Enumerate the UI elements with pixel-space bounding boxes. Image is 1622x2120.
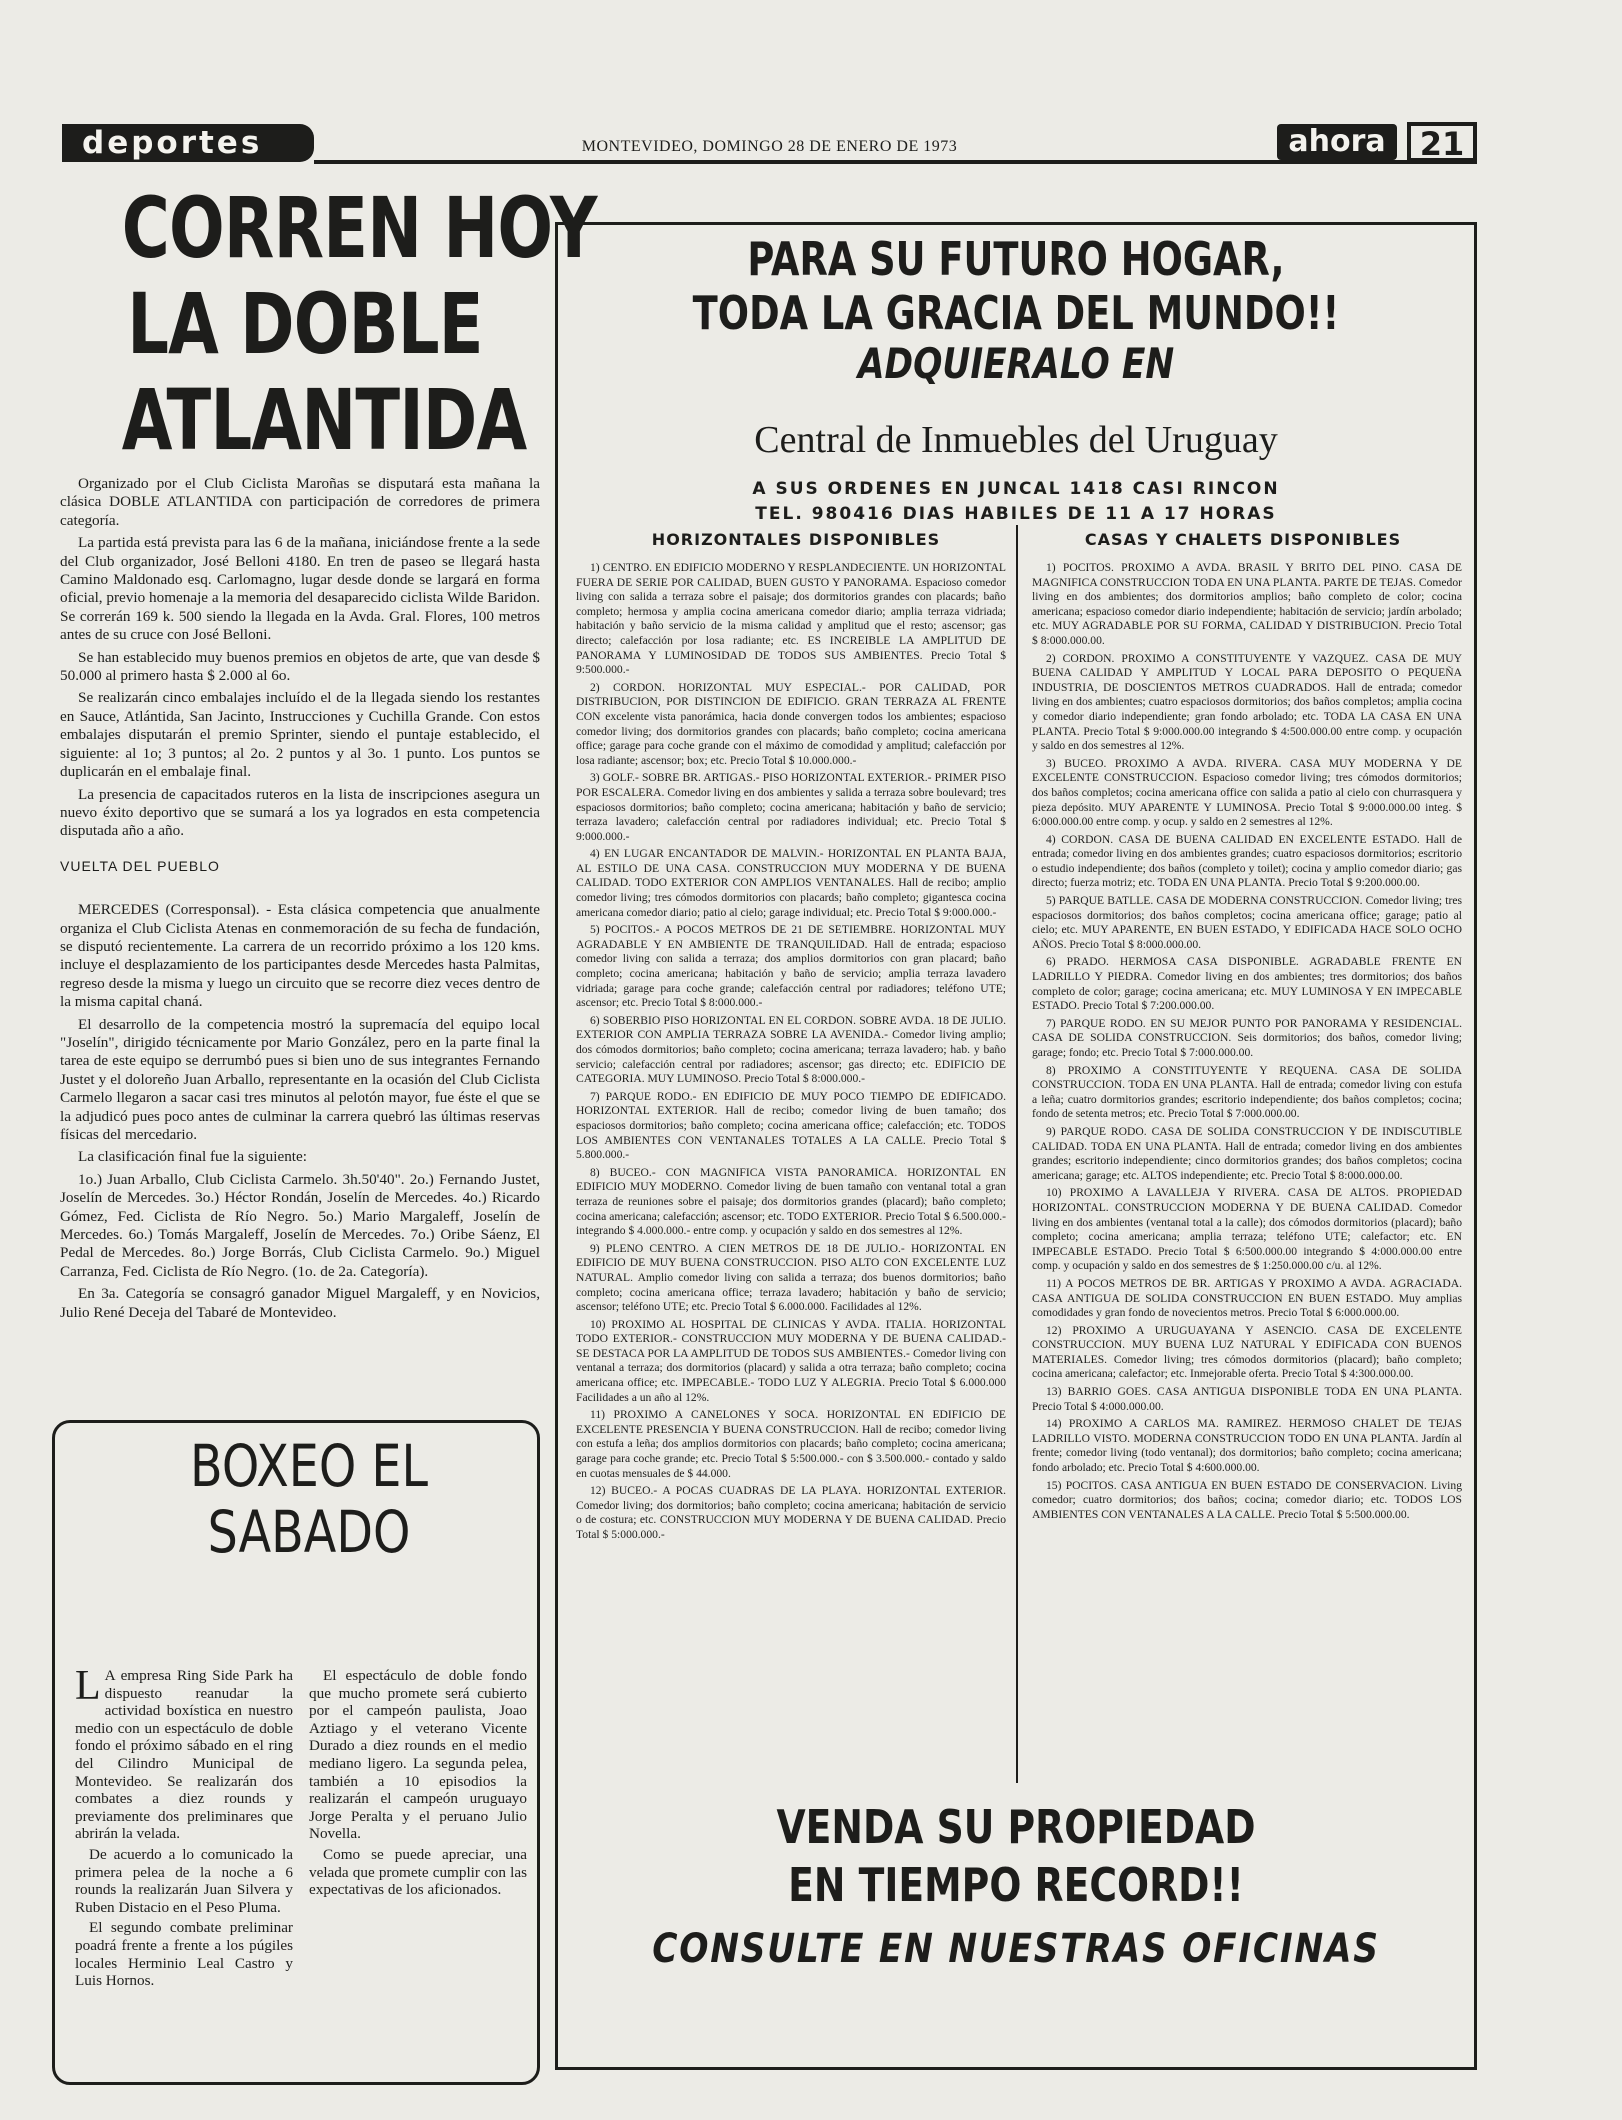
page-header — [62, 120, 1477, 168]
listing-item: 2) CORDON. HORIZONTAL MUY ESPECIAL.- POR CALIDAD, POR DISTRIBUCION, POR DISTINCION DE EDIFICIO. GRAN TERRAZA AL FRENTE CON excelente vista panorámica, hacia donde convergen todos los ambientes; espacioso comedor living; dos dormitorios grandes con placards; baño completo; cocina americana office; garage para coche grande con el máximo de comodidad y amplitud; calefacción por losa radiante; ascensor; box; etc. Precio Total $ 10.000.000.- — [576, 680, 1006, 767]
listing-item: 15) POCITOS. CASA ANTIGUA EN BUEN ESTADO DE CONSERVACION. Living comedor; cuatro dormitorios; dos baños; cocina; comedor diario; etc. TODOS LOS AMBIENTES CON VENTANALES A LA CALLE. Precio Total $ 5:500.000.00. — [1032, 1478, 1462, 1521]
real-estate-ad — [555, 222, 1477, 2070]
ad-footer-headline: VENDA SU PROPIEDAD — [776, 1800, 1256, 1854]
headline-line: ATLANTIDA — [121, 371, 527, 469]
boxeo-headline — [150, 1433, 468, 1565]
ad-address: A SUS ORDENES EN JUNCAL 1418 CASI RINCON — [752, 479, 1280, 499]
boxeo-column — [75, 1667, 293, 2075]
ad-phone-hours: TEL. 980416 DIAS HABILES DE 11 A 17 HORAS — [755, 504, 1277, 524]
headline-line: BOXEO EL — [190, 1432, 428, 1500]
boxeo-column — [309, 1667, 527, 2075]
ad-headline: PARA SU FUTURO HOGAR, — [747, 232, 1285, 286]
drop-cap: L — [75, 1667, 101, 1709]
boxeo-body — [75, 1667, 527, 2075]
story-paragraph: La clasificación final fue la siguiente: — [78, 1148, 307, 1166]
lead-headline — [121, 179, 597, 469]
listing-item: 1) CENTRO. EN EDIFICIO MODERNO Y RESPLANDECIENTE. UN HORIZONTAL FUERA DE SERIE POR CALIDAD, BUEN GUSTO Y PANORAMA. Espacioso comedor living con salida a terraza sobre el paisaje; dos dormitorios grandes con placards; baño completo; hermosa y amplia cocina americana comedor diario; amplia terraza vidriada; habitación y baño servicio de la misma calidad y amplitud que el resto; ascensor; gas directo; calefacción por losa radiante; etc. ES INCREIBLE LA AMPLITUD DE PANORAMA Y LUMINOSIDAD DE TODOS SUS AMBIENTES. Precio Total $ 9:500.000.- — [576, 561, 1006, 677]
story-paragraph: La partida está prevista para las 6 de la mañana, iniciándose frente a la sede del Club organizador, José Belloni 4180. En tren de paseo se llegará hasta Camino Maldonado esq. Carlomagno, lugar desde donde se largará en forma oficial, previo homenaje a la memoria del desaparecido ciclista Wilde Baridon. Se correrán 169 k. 500 siendo la llegada en la Avda. Gral. Flores, 100 metros antes de su cruce con José Belloni. — [60, 534, 540, 644]
listing-item: 9) PLENO CENTRO. A CIEN METROS DE 18 DE JULIO.- HORIZONTAL EN EDIFICIO DE MUY BUENA CONSTRUCCION. PISO ALTO CON EXCELENTE LUZ NATURAL. Amplio comedor living con salida a terraza; dos buenos dormitorios; baño completo; cocina americana office; terraza lavadero; habitación y baño de servicio; ascensor; teléfono UTE; etc. Precio Total $ 6.000.000. Facilidades al 12%. — [576, 1241, 1006, 1314]
listing-item: 8) BUCEO.- CON MAGNIFICA VISTA PANORAMICA. HORIZONTAL EN EDIFICIO MUY MODERNO. Comedor living de buen tamaño con ventanal total a gran terraza de reuniones sobre el paisaje; dos dormitorios grandes (placard); baño completo; cocina americana; calefacción; ascensor; etc. TODO EXTERIOR. Precio Total $ 6.500.000.- integrando $ 4.000.000.- entre comp. y ocupación y saldo en dos semestres al 12%. — [576, 1165, 1006, 1238]
story-paragraph — [75, 1667, 293, 1843]
ad-subheadline: ADQUIERALO EN — [857, 339, 1175, 388]
ad-company-name: Central de Inmuebles del Uruguay — [754, 419, 1278, 461]
listing-item: 7) PARQUE RODO. EN SU MEJOR PUNTO POR PANORAMA Y RESIDENCIAL. CASA DE SOLIDA CONSTRUCCION. Seis dormitorios; dos baños, comedor living; garage; fondo; etc. Precio Total $ 7:000.000.00. — [1032, 1016, 1462, 1059]
listing-item: 5) POCITOS.- A POCOS METROS DE 21 DE SETIEMBRE. HORIZONTAL MUY AGRADABLE Y EN AMBIENTE DE TRANQUILIDAD. Hall de entrada; espacioso comedor living con salida a terraza; dos amplios dormitorios con gran placard; baño completo; cocina americana; habitación y baño de servicio; amplia terraza lavadero vidriada; garage para coche grande; calefacción central por radiadores; teléfono UTE; ascensor; etc. Precio Total $ 8:000.000.- — [576, 923, 1006, 1010]
story-paragraph: En 3a. Categoría se consagró ganador Miguel Margaleff, y en Novicios, Julio René Deceja del Tabaré de Montevideo. — [60, 1285, 540, 1321]
story-paragraph: Se han establecido muy buenos premios en objetos de arte, que van desde $ 50.000 al primero hasta $ 2.000 al 6o. — [60, 648, 540, 685]
listing-item: 11) A POCOS METROS DE BR. ARTIGAS Y PROXIMO A AVDA. AGRACIADA. CASA ANTIGUA DE SOLIDA CONSTRUCCION EN BUEN ESTADO. Muy amplias comodidades y gran fondo de novecientos metros. Precio Total $ 6:000.000.00. — [1032, 1276, 1462, 1320]
column-divider — [1016, 525, 1018, 1783]
listing-item: 14) PROXIMO A CARLOS MA. RAMIREZ. HERMOSO CHALET DE TEJAS LADRILLO VISTO. MODERNA CONSTRUCCION TODO EN UNA PLANTA. Jardín al frente; comedor living (todo ventanal); dos dormitorios; baño completo; cocina americana; fondo arbolado; etc. Precio Total $ 4:600.000.00. — [1032, 1417, 1462, 1475]
story-paragraph: La presencia de capacitados ruteros en la lista de inscripciones asegura un nuevo éxito deportivo que se sumará a los ya logrados en esta competencia disputada año a año. — [60, 785, 540, 840]
horizontales-list — [576, 561, 1006, 1791]
newspaper-logo: ahora — [1277, 124, 1397, 160]
ad-footer-headline: EN TIEMPO RECORD!! — [788, 1858, 1244, 1912]
story-subhead: VUELTA DEL PUEBLO — [60, 857, 220, 874]
ad-footer-cta: CONSULTE EN NUESTRAS OFICINAS — [652, 1926, 1380, 1972]
casas-list — [1032, 561, 1462, 1791]
listing-item: 13) BARRIO GOES. CASA ANTIGUA DISPONIBLE TODA EN UNA PLANTA. Precio Total $ 4:000.000.00. — [1032, 1385, 1462, 1413]
ad-headline: TODA LA GRACIA DEL MUNDO!! — [692, 286, 1340, 340]
listing-item: 2) CORDON. PROXIMO A CONSTITUYENTE Y VAZQUEZ. CASA DE MUY BUENA CALIDAD Y AMPLITUD Y LOCAL PARA DEPOSITO O PEQUEÑA INDUSTRIA, DE DOSCIENTOS METROS CUADRADOS. Hall de entrada; comedor living en dos ambientes; cuatro espaciosos dormitorios; dos baños completos; amplia cocina y comedor diario independiente; gran fondo arbolado; etc. TODA LA CASA EN UNA PLANTA. Precio Total $ 9:000.000.00 integrando $ 4:500.000.00 entre comp. y ocupación y saldo en dos semestres al 12%. — [1032, 651, 1462, 753]
headline-line: SABADO — [207, 1498, 411, 1566]
listing-item: 11) PROXIMO A CANELONES Y SOCA. HORIZONTAL EN EDIFICIO DE EXCELENTE PRESENCIA Y BUENA CONSTRUCCION. Hall de recibo; comedor living con estufa a leña; dos amplios dormitorios con placards; baño completo; cocina americana; garage para coche grande; etc. Precio Total $ 5:500.000.- con $ 3.500.000.- contado y saldo en cuotas mensuales de $ 44.000. — [576, 1408, 1006, 1480]
casas-heading: CASAS Y CHALETS DISPONIBLES — [1084, 530, 1402, 549]
listing-item: 5) PARQUE BATLLE. CASA DE MODERNA CONSTRUCCION. Comedor living; tres espaciosos dormitorios; dos baños completos; cocina americana office; garage; patio al cielo; etc. MUY APARENTE, EN BUEN ESTADO, Y EDIFICADA HACE SOLO OCHO AÑOS. Precio Total $ 8:000.000.00. — [1032, 894, 1462, 951]
page-number: 21 — [1407, 122, 1477, 162]
story-paragraph: Como se puede apreciar, una velada que promete cumplir con las expectativas de los aficionados. — [309, 1845, 527, 1899]
listing-item: 6) SOBERBIO PISO HORIZONTAL EN EL CORDON. SOBRE AVDA. 18 DE JULIO. EXTERIOR CON AMPLIA TERRAZA SOBRE LA AVENIDA.- Comedor living amplio; dos cómodos dormitorios; baño completo; cocina americana; terraza lavadero; hab. y baño servicio; calefacción central por radiadores; ascensor; gas directo; etc. EDIFICIO DE CATEGORIA. MUY LUMINOSO. Precio Total $ 8:000.000.- — [576, 1013, 1006, 1086]
headline-line: LA DOBLE — [127, 275, 483, 373]
story-paragraph: MERCEDES (Corresponsal). - Esta clásica competencia que anualmente organiza el Club Ciclista Atenas en conmemoración de su fecha de fundación, se disputó recientemente. La carrera de un recorrido próximo a los 120 kms. incluye el desplazamiento de los participantes desde Mercedes hasta Palmitas, regreso desde la misma y luego un circuito que se recorre diez veces dentro de la misma capital chaná. — [60, 901, 540, 1011]
listing-item: 6) PRADO. HERMOSA CASA DISPONIBLE. AGRADABLE FRENTE EN LADRILLO Y PIEDRA. Comedor living en dos ambientes; tres dormitorios; dos baños completo de color; garage; cocina americana; etc. MUY LUMINOSA Y EN IMPECABLE ESTADO. Precio Total $ 7:200.000.00. — [1032, 955, 1462, 1013]
listing-item: 4) EN LUGAR ENCANTADOR DE MALVIN.- HORIZONTAL EN PLANTA BAJA, AL ESTILO DE UNA CASA. CONSTRUCCION MUY MODERNA Y DE BUENA CALIDAD. TODO EXTERIOR CON AMPLIOS VENTANALES. Hall de recibo; amplio comedor living; tres cómodos dormitorios con placards; baño completo; gigantesca cocina americana comedor diario; patio al cielo; garage individual; etc. Precio Total $ 9:000.000.- — [576, 847, 1006, 919]
header-rule — [314, 160, 1477, 164]
story-paragraph: El espectáculo de doble fondo que mucho promete será cubierto por el campeón paulista, Joao Aztiago y el veterano Vicente Durado a diez rounds en el medio mediano ligero. La segunda pelea, también a 10 episodios la realizarán el campeón uruguayo Jorge Peralta y el peruano Julio Novella. — [309, 1667, 527, 1843]
listing-item: 10) PROXIMO A LAVALLEJA Y RIVERA. CASA DE ALTOS. PROPIEDAD HORIZONTAL. CONSTRUCCION MODERNA Y DE BUENA CALIDAD. Comedor living en dos ambientes (ventanal total a la calle); dos cómodos dormitorios (placard); baño completo; cocina americana; amplia terraza; teléfono UTE; calefactor; etc. EN IMPECABLE ESTADO. Precio Total $ 6:500.000.00 integrando $ 4:000.000.00 entre comp. y ocupación y saldo en dos semestres de $ 1:250.000.00 c/u. al 12%. — [1032, 1186, 1462, 1273]
lead-story-body — [60, 475, 540, 1326]
story-paragraph: Se realizarán cinco embalajes incluído el de la llegada siendo los restantes en Sauce, Atlántida, San Jacinto, Instrucciones y Cuchilla Grande. Con estos embalajes disputarán el premio Sprinter, siendo el puntaje establecido, el siguiente: al 1o; 3 puntos; al 2o. 2 puntos y al 3o. 1 punto. Los puntos se duplicarán en el embalaje final. — [60, 689, 540, 781]
story-paragraph: De acuerdo a lo comunicado la primera pelea de la noche a 6 rounds la realizarán Juan Silvera y Ruben Distacio en el Peso Pluma. — [75, 1845, 293, 1916]
listing-item: 9) PARQUE RODO. CASA DE SOLIDA CONSTRUCCION Y DE INDISCUTIBLE CALIDAD. TODA EN UNA PLANTA. Hall de entrada; comedor living en dos ambientes grandes; escritorio independiente; cinco dormitorios grandes; dos baños completos; cocina americana; garage; etc. ALTOS independiente; etc. Precio Total $ 8:000.000.00. — [1032, 1124, 1462, 1182]
listing-item: 3) GOLF.- SOBRE BR. ARTIGAS.- PISO HORIZONTAL EXTERIOR.- PRIMER PISO POR ESCALERA. Comedor living en dos ambientes y salida a terraza sobre boulevard; tres espaciosos dormitorios; baño completo; cocina americana; habitación y baño de servicio; terraza lavadero; calefacción central por radiadores individual; etc. Precio Total $ 9:000.000.- — [576, 771, 1006, 843]
listing-item: 8) PROXIMO A CONSTITUYENTE Y REQUENA. CASA DE SOLIDA CONSTRUCCION. TODA EN UNA PLANTA. Hall de entrada; comedor living con estufa a leña; cuatro dormitorios grandes; escritorio independiente; dos baños completos; cocina; fondo de setenta metros; etc. Precio Total $ 7:000.000.00. — [1032, 1063, 1462, 1121]
listing-item: 3) BUCEO. PROXIMO A AVDA. RIVERA. CASA MUY MODERNA Y DE EXCELENTE CONSTRUCCION. Espacioso comedor living; tres cómodos dormitorios; dos baños completos; cocina americana office con salida a patio al cielo con churrasquera y pieza depósito. MUY APARENTE Y LUMINOSA. Precio Total $ 9:000.000.00 integ. $ 6:000.000.00 entre comp. y ocup. y saldo en 2 semestres al 12%. — [1032, 756, 1462, 829]
story-paragraph: 1o.) Juan Arballo, Club Ciclista Carmelo. 3h.50'40". 2o.) Fernando Justet, Joselín de Mercedes. 3o.) Héctor Rondán, Joselín de Mercedes. 4o.) Ricardo Gómez, Fed. Ciclista de Río Negro. 5o.) Mario Margaleff, Joselín de Mercedes. 6o.) Tomás Margaleff, Joselín de Mercedes. 7o.) Oribe Sáenz, El Pedal de Mercedes. 8o.) Jorge Borrás, Club Ciclista Carmelo. 9o.) Miguel Carranza, Fed. Ciclista de Río Negro. (1o. de 2a. Categoría). — [60, 1170, 540, 1280]
listing-item: 12) BUCEO.- A POCAS CUADRAS DE LA PLAYA. HORIZONTAL EXTERIOR. Comedor living; dos dormitorios; baño completo; cocina americana; habitación de servicio o de costura; etc. CONSTRUCCION MUY MODERNA Y DE BUENA CALIDAD. Precio Total $ 5:000.000.- — [576, 1484, 1006, 1541]
listing-item: 1) POCITOS. PROXIMO A AVDA. BRASIL Y BRITO DEL PINO. CASA DE MAGNIFICA CONSTRUCCION TODA EN UNA PLANTA. PARTE DE TEJAS. Comedor living en dos ambientes; dos dormitorios amplios; baño completo de color; cocina americana; espacioso comedor diario independiente; habitación de servicio; jardín arbolado; etc. MUY AGRADABLE POR SU FORMA, CALIDAD Y DISTRIBUCION. Precio Total $ 8:000.000.00. — [1032, 561, 1462, 647]
listing-item: 12) PROXIMO A URUGUAYANA Y ASENCIO. CASA DE EXCELENTE CONSTRUCCION. MUY BUENA LUZ NATURAL Y EDIFICADA CON BUENOS MATERIALES. Comedor living; tres cómodos dormitorios (placard); baño completo; cocina americana; calefactor; etc. Inmejorable oferta. Precio Total $ 4:300.000.00. — [1032, 1323, 1462, 1381]
headline-line: CORREN HOY — [121, 179, 597, 277]
listing-item: 4) CORDON. CASA DE BUENA CALIDAD EN EXCELENTE ESTADO. Hall de entrada; comedor living en dos ambientes grandes; cuatro espaciosos dormitorios; escritorio o estudio independiente; dos baños (completo y toilet); cocina y amplio comedor diario; gas directo; fuerza motriz; etc. TODA EN UNA PLANTA. Precio Total $ 9:200.000.00. — [1032, 832, 1462, 890]
story-paragraph: Organizado por el Club Ciclista Maroñas se disputará esta mañana la clásica DOBLE ATLANTIDA con participación de corredores de primera categoría. — [60, 475, 540, 529]
listing-item: 7) PARQUE RODO.- EN EDIFICIO DE MUY POCO TIEMPO DE EDIFICADO. HORIZONTAL EXTERIOR. Hall de recibo; comedor living de buen tamaño; dos espaciosos dormitorios; baño completo; cocina americana office; calefacción; etc. TODOS LOS AMBIENTES CON VENTANALES TOTALES A LA CALLE. Precio Total $ 5.800.000.- — [576, 1089, 1006, 1162]
section-label: deportes — [62, 124, 314, 162]
story-text: A empresa Ring Side Park ha dispuesto reanudar la actividad boxística en nuestro medio con un espectáculo de doble fondo el próximo sábado en el ring del Cilindro Municipal de Montevideo. Se realizarán dos combates a diez rounds y previamente dos preliminares que abrirán la velada. — [75, 1667, 293, 1843]
listing-item: 10) PROXIMO AL HOSPITAL DE CLINICAS Y AVDA. ITALIA. HORIZONTAL TODO EXTERIOR.- CONSTRUCCION MUY MODERNA Y DE BUENA CALIDAD.- SE DESTACA POR LA AMPLITUD DE TODOS SUS AMBIENTES.- Comedor living con ventanal a terraza; dos dormitorios (placard) y salida a otra terraza; baño completo; cocina americana office; etc. IMPECABLE.- TODO LUZ Y ALEGRIA. Precio Total $ 6.000.000 Facilidades a un año al 12%. — [576, 1317, 1006, 1404]
horizontales-heading: HORIZONTALES DISPONIBLES — [651, 530, 941, 549]
boxeo-box — [52, 1420, 540, 2085]
story-paragraph: El desarrollo de la competencia mostró la supremacía del equipo local "Joselín", dirigido técnicamente por Mario González, pero en la parte final la tarea de este equipo se derrumbó pues si bien uno de sus integrantes Fernando Justet y el doloreño Juan Arballo, representante en la ocasión del Club Ciclista Carmelo llegaron a sacar casi tres minutos al pelotón mayor, fue éste el que se la adjudicó pues poco antes de culminar la carrera quebró las últimas reservas físicas del mercedario. — [60, 1015, 540, 1143]
dateline: MONTEVIDEO, DOMINGO 28 DE ENERO DE 1973 — [581, 138, 958, 155]
story-paragraph: El segundo combate preliminar poadrá frente a frente a los púgiles locales Herminio Leal Castro y Luis Hornos. — [75, 1919, 293, 1990]
